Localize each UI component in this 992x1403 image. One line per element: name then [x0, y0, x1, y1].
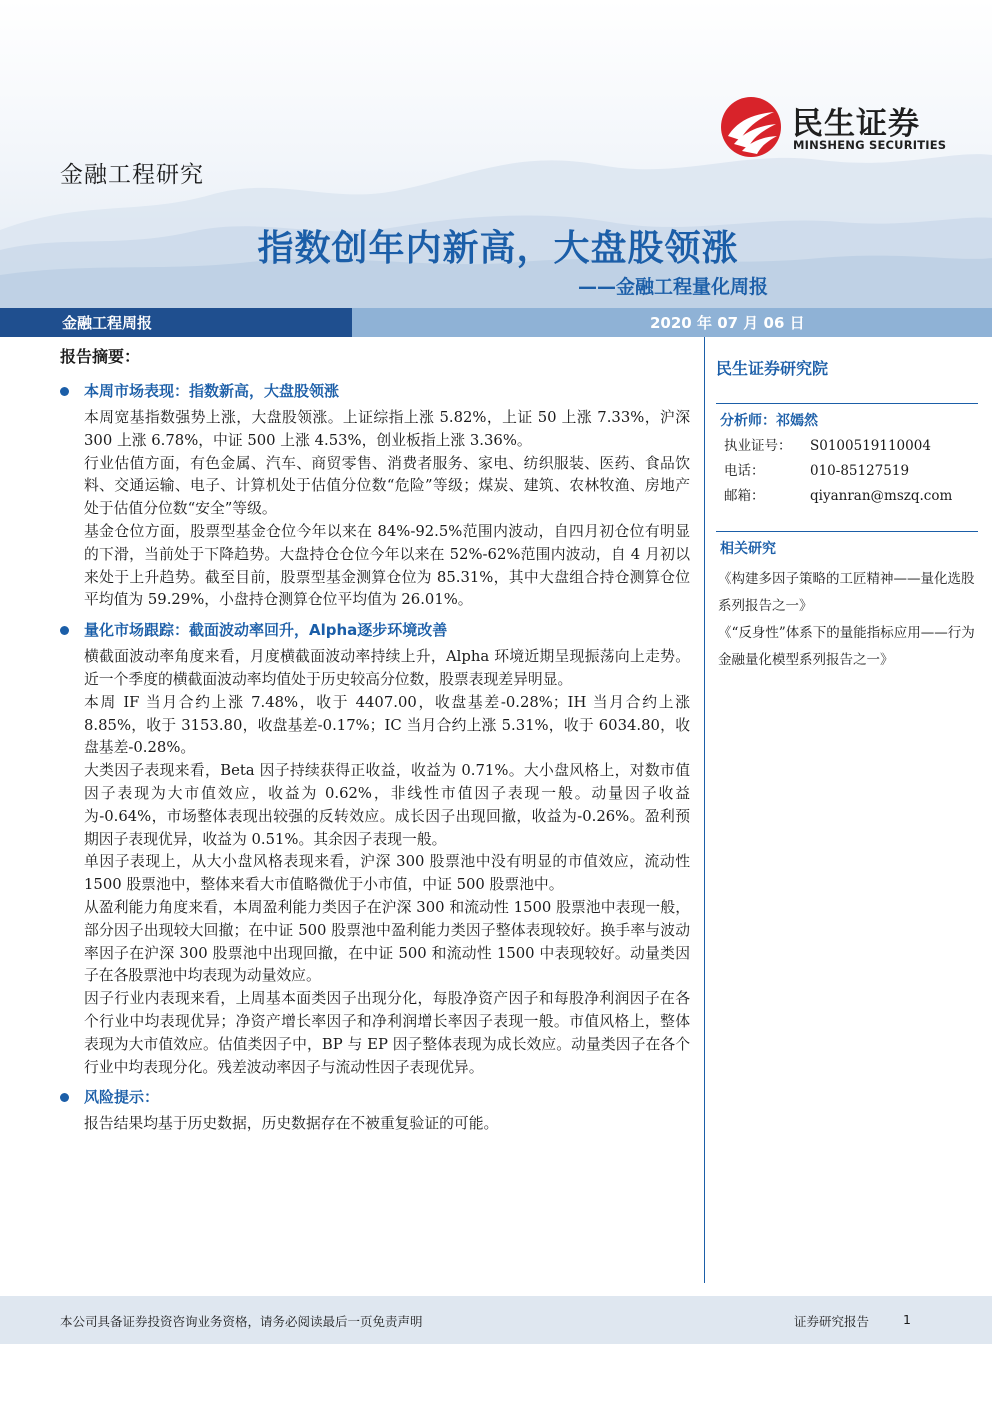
brand-logo: [720, 96, 960, 160]
related-report-link[interactable]: 《“反身性”体系下的量能指标应用——行为金融量化模型系列报告之一》: [718, 625, 975, 668]
bullet-icon: [60, 626, 69, 635]
section-heading-text: 本周市场表现：指数新高，大盘股领涨: [84, 382, 340, 400]
report-type-bar: [0, 308, 352, 337]
paragraph: 本周 IF 当月合约上涨 7.48%，收于 4407.00，收盘基差-0.28%；IH 当月合约上涨 8.85%，收于 3153.80，收盘基差-0.17%；IC 当月合约上涨 5.31%，收于 6034.80，收盘基差-0.28%。: [84, 693, 690, 757]
section-risk-warning: [60, 1085, 690, 1136]
info-value: S0100519110004: [810, 438, 931, 454]
minsheng-logo-icon: [720, 96, 782, 158]
info-key: 邮箱：: [724, 488, 765, 504]
section-heading-text: 量化市场跟踪：截面波动率回升，Alpha逐步环境改善: [84, 621, 448, 640]
info-key: 执业证号：: [724, 438, 792, 454]
report-date: 2020 年 07 月 06 日: [650, 314, 805, 332]
related-research-title: 相关研究: [720, 541, 776, 557]
section-market-performance: [60, 379, 690, 612]
section-heading: [60, 618, 690, 642]
report-title: 指数创年内新高，大盘股领涨: [257, 228, 739, 269]
section-quant-tracking: [60, 618, 690, 1079]
section-heading-text: 风险提示：: [84, 1088, 160, 1107]
brand-name-cn: 民生证券: [792, 106, 920, 142]
footer-report-type: 证券研究报告: [794, 1314, 870, 1329]
report-category: 金融工程研究: [60, 162, 204, 188]
footer-disclaimer: 本公司具备证券投资咨询业务资格，请务必阅读最后一页免责声明: [60, 1314, 423, 1329]
report-date-bar: [352, 308, 992, 337]
column-divider: [704, 337, 705, 1283]
paragraph: 大类因子表现来看，Beta 因子持续获得正收益，收益为 0.71%。大小盘风格上，对数市值因子表现为大市值效应，收益为 0.62%，非线性市值因子表现一般。动量因子收益为-0.64%，市场整体表现出较强的反转效应。成长因子出现回撤，收益为-0.26%。盈利预期因子表现优异，收益为 0.51%。其余因子表现一般。: [84, 762, 690, 848]
paragraph: 行业估值方面，有色金属、汽车、商贸零售、消费者服务、家电、纺织服装、医药、食品饮料、交通运输、电子、计算机处于估值分位数“危险”等级；煤炭、建筑、农林牧渔、房地产处于估值分位数“安全”等级。: [84, 454, 690, 518]
info-value: 010-85127519: [810, 463, 910, 479]
info-key: 电话：: [724, 463, 765, 479]
paragraph: 报告结果均基于历史数据，历史数据存在不被重复验证的可能。: [84, 1115, 499, 1133]
divider: [716, 403, 978, 404]
summary-title: 报告摘要：: [60, 347, 141, 366]
section-heading: [60, 1085, 690, 1109]
paragraph: 本周宽基指数强势上涨，大盘股领涨。上证综指上涨 5.82%，上证 50 上涨 7.33%，沪深 300 上涨 6.78%，中证 500 上涨 4.53%，创业板指上涨 3.36%。: [84, 409, 690, 449]
paragraph: 横截面波动率角度来看，月度横截面波动率持续上升，Alpha 环境近期呈现振荡向上走势。近一个季度的横截面波动率均值处于历史较高分位数，股票表现差异明显。: [84, 648, 690, 688]
paragraph: 基金仓位方面，股票型基金仓位今年以来在 84%-92.5%范围内波动，自四月初仓位有明显的下滑，当前处于下降趋势。大盘持仓仓位今年以来在 52%-62%范围内波动，自 4 月初以来处于上升趋势。截至目前，股票型基金测算仓位为 85.31%，其中大盘组合持仓测算仓位平均值为 59.29%，小盘持仓测算仓位平均值为 26.01%。: [84, 522, 690, 609]
report-header: [0, 0, 992, 308]
report-subtitle: ——金融工程量化周报: [577, 276, 768, 298]
page-number: 1: [903, 1312, 911, 1327]
paragraph: 从盈利能力角度来看，本周盈利能力类因子在沪深 300 和流动性 1500 股票池中表现一般，部分因子出现较大回撤；在中证 500 股票池中盈利能力类因子整体表现较好。换手率与波动率因子在沪深 300 股票池中出现回撤，在中证 500 和流动性 1500 中表现较好。动量类因子在各股票池中均表现为动量效应。: [84, 898, 690, 985]
report-type-label: 金融工程周报: [62, 314, 153, 332]
related-report-link[interactable]: 《构建多因子策略的工匠精神——量化选股系列报告之一》: [718, 571, 975, 614]
paragraph: 因子行业内表现来看，上周基本面类因子出现分化，每股净资产因子和每股净利润因子在各个行业中均表现优异；净资产增长率因子和净利润增长率因子表现一般。市值风格上，整体表现为大市值效应。估值类因子中，BP 与 EP 因子整体表现为成长效应。动量类因子在各个行业中均表现分化。残差波动率因子与流动性因子表现优异。: [84, 990, 690, 1076]
bullet-icon: [60, 1093, 69, 1102]
section-heading: [60, 379, 690, 403]
divider: [716, 531, 978, 532]
info-row-email: [724, 484, 978, 509]
summary-column: [60, 344, 690, 1142]
info-row-phone: [724, 459, 978, 484]
research-institute: 民生证券研究院: [716, 359, 829, 378]
page-footer: [0, 1296, 992, 1344]
brand-name-en: MINSHENG SECURITIES: [793, 138, 947, 152]
sidebar: [716, 356, 978, 674]
paragraph: 单因子表现上，从大小盘风格表现来看，沪深 300 股票池中没有明显的市值效应，流动性 1500 股票池中，整体来看大市值略微优于小市值，中证 500 股票池中。: [84, 853, 690, 894]
info-row-license: [724, 434, 978, 459]
email-link[interactable]: qiyanran@mszq.com: [810, 488, 953, 504]
analyst-name: 分析师：祁嫣然: [720, 413, 818, 429]
bullet-icon: [60, 387, 69, 396]
